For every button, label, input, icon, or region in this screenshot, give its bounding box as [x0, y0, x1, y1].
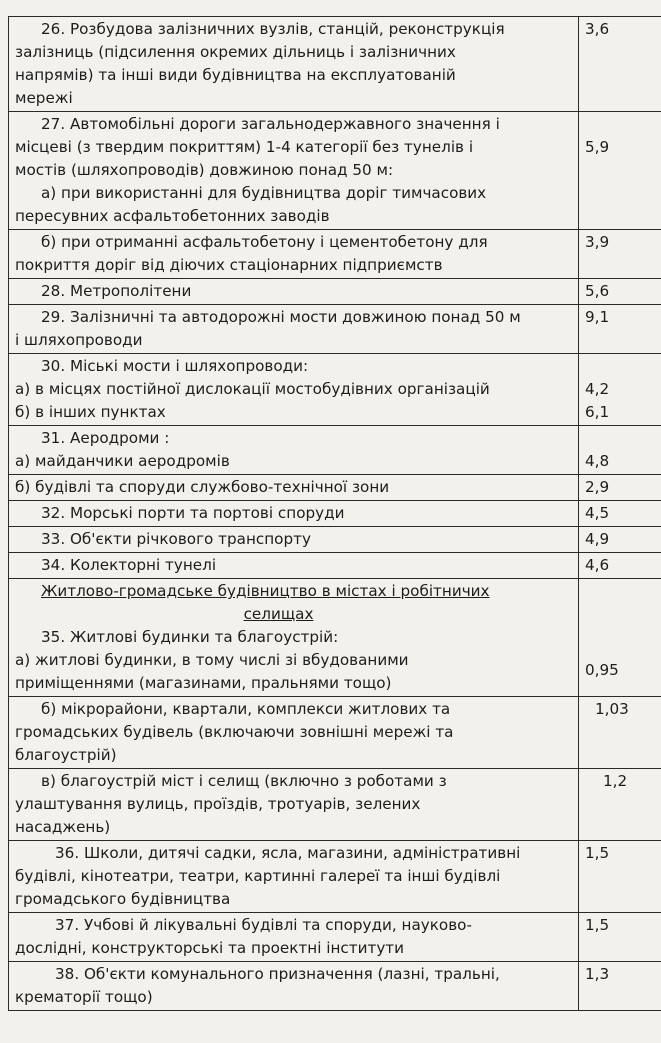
row-value [579, 769, 661, 841]
text-line: а) житлові будинки, в тому числі зі вбудованими [15, 651, 409, 669]
text-line: 29. Залізничні та автодорожні мости довжиною понад 50 м [41, 308, 521, 326]
section-heading: Житлово-громадське будівництво в містах і робітничих [41, 582, 490, 600]
row-value [579, 501, 661, 527]
row-description [9, 17, 579, 112]
row-description [9, 769, 579, 841]
text-line: пересувних асфальтобетонних заводів [15, 207, 330, 225]
row-value [579, 279, 661, 305]
value-text [585, 355, 657, 378]
text-line: а) при використанні для будівництва доріг тимчасових [41, 184, 487, 202]
value-text: 4,5 [585, 504, 610, 522]
text-line: 38. Об'єкти комунального призначення (лазні, тральні, [55, 965, 500, 983]
text-line: залізниць (підсилення окремих дільниць і залізничних [15, 43, 456, 61]
row-value [579, 305, 661, 354]
table-row [9, 230, 661, 279]
table-row [9, 17, 661, 112]
value-text [585, 427, 657, 450]
text-line: благоустрій) [15, 746, 117, 764]
row-description [9, 697, 579, 769]
table-row [9, 501, 661, 527]
row-description [9, 305, 579, 354]
text-line: 34. Колекторні тунелі [41, 556, 217, 574]
text-line: насаджень) [15, 818, 111, 836]
text-line: б) мікрорайони, квартали, комплекси житлових та [41, 700, 451, 718]
text-line: крематорії тощо) [15, 988, 153, 1006]
text-line: приміщеннями (магазинами, пральнями тощо) [15, 674, 392, 692]
value-text: 4,2 [585, 380, 610, 398]
value-text: 1,2 [603, 772, 628, 790]
row-description [9, 426, 579, 475]
text-line: улаштування вулиць, проїздів, тротуарів, зелених [15, 795, 421, 813]
row-value [579, 841, 661, 913]
table-row [9, 279, 661, 305]
row-value [579, 697, 661, 769]
row-description [9, 841, 579, 913]
text-line: 32. Морські порти та портові споруди [41, 504, 345, 522]
text-line: б) при отриманні асфальтобетону і цементобетону для [41, 233, 488, 251]
row-description [9, 553, 579, 579]
section-heading: селищах [243, 605, 314, 623]
table-row [9, 112, 661, 230]
row-description [9, 354, 579, 426]
value-text: 1,3 [585, 965, 610, 983]
text-line: і шляхопроводи [15, 331, 143, 349]
row-value [579, 112, 661, 230]
row-value [579, 354, 661, 426]
row-description [9, 579, 579, 697]
row-value [579, 17, 661, 112]
table-row [9, 527, 661, 553]
spacer [585, 626, 657, 649]
row-value [579, 579, 661, 697]
text-line: 36. Школи, дитячі садки, ясла, магазини, адміністративні [55, 844, 521, 862]
text-line: 30. Міські мости і шляхопроводи: [41, 357, 309, 375]
row-description [9, 913, 579, 962]
value-text: 5,6 [585, 282, 610, 300]
row-value [579, 913, 661, 962]
value-text: 5,9 [585, 138, 610, 156]
spacer [585, 603, 657, 626]
row-value [579, 426, 661, 475]
row-description [9, 279, 579, 305]
text-line: а) майданчики аеродромів [15, 452, 230, 470]
value-text: 0,95 [585, 661, 619, 679]
text-line: дослідні, конструкторські та проектні інститути [15, 939, 405, 957]
text-line: напрямів) та інші види будівництва на експлуатованій [15, 66, 456, 84]
value-text: 1,5 [585, 916, 610, 934]
table-row [9, 579, 661, 697]
table-row [9, 769, 661, 841]
text-line: громадського будівництва [15, 890, 231, 908]
text-line: громадських будівель (включаючи зовнішні мережі та [15, 723, 454, 741]
norms-table [8, 16, 661, 1011]
value-text: 2,9 [585, 478, 610, 496]
table-row [9, 962, 661, 1011]
row-description [9, 475, 579, 501]
text-line: 33. Об'єкти річкового транспорту [41, 530, 311, 548]
text-line: місцеві (з твердим покриттям) 1-4 категорії без тунелів і [15, 138, 474, 156]
text-line: 35. Житлові будинки та благоустрій: [41, 628, 339, 646]
value-text: 3,9 [585, 233, 610, 251]
text-line: 37. Учбові й лікувальні будівлі та споруди, науково- [55, 916, 472, 934]
row-value [579, 527, 661, 553]
value-text: 4,8 [585, 452, 610, 470]
text-line: покриття доріг від діючих стаціонарних підприємств [15, 256, 443, 274]
row-description [9, 527, 579, 553]
text-line: 31. Аеродроми : [41, 429, 170, 447]
table-row [9, 475, 661, 501]
row-description [9, 230, 579, 279]
table-row [9, 841, 661, 913]
spacer [585, 580, 657, 603]
row-description [9, 962, 579, 1011]
row-value [579, 553, 661, 579]
text-line: а) в місцях постійної дислокації мостобудівних організацій [15, 380, 490, 398]
row-description [9, 501, 579, 527]
value-text: 4,9 [585, 530, 610, 548]
row-description [9, 112, 579, 230]
value-text: 6,1 [585, 403, 610, 421]
table-row [9, 354, 661, 426]
table-row [9, 426, 661, 475]
text-line: б) в інших пунктах [15, 403, 166, 421]
table-row [9, 305, 661, 354]
value-text: 1,03 [595, 700, 629, 718]
row-value [579, 230, 661, 279]
text-line: 26. Розбудова залізничних вузлів, станцій, реконструкція [41, 20, 505, 38]
row-value [579, 475, 661, 501]
value-text: 1,5 [585, 844, 610, 862]
text-line: 27. Автомобільні дороги загальнодержавного значення і [41, 115, 500, 133]
text-line: будівлі, кінотеатри, театри, картинні галереї та інші будівлі [15, 867, 501, 885]
table-row [9, 697, 661, 769]
value-text: 9,1 [585, 308, 610, 326]
value-text: 3,6 [585, 20, 610, 38]
text-line: мостів (шляхопроводів) довжиною понад 50 м: [15, 161, 394, 179]
text-line: 28. Метрополітени [41, 282, 192, 300]
table-row [9, 553, 661, 579]
table-row [9, 913, 661, 962]
row-value [579, 962, 661, 1011]
value-text: 4,6 [585, 556, 610, 574]
text-line: мережі [15, 89, 73, 107]
value-text [585, 113, 657, 136]
text-line: в) благоустрій міст і селищ (включно з роботами з [41, 772, 447, 790]
text-line: б) будівлі та споруди службово-технічної зони [15, 478, 390, 496]
